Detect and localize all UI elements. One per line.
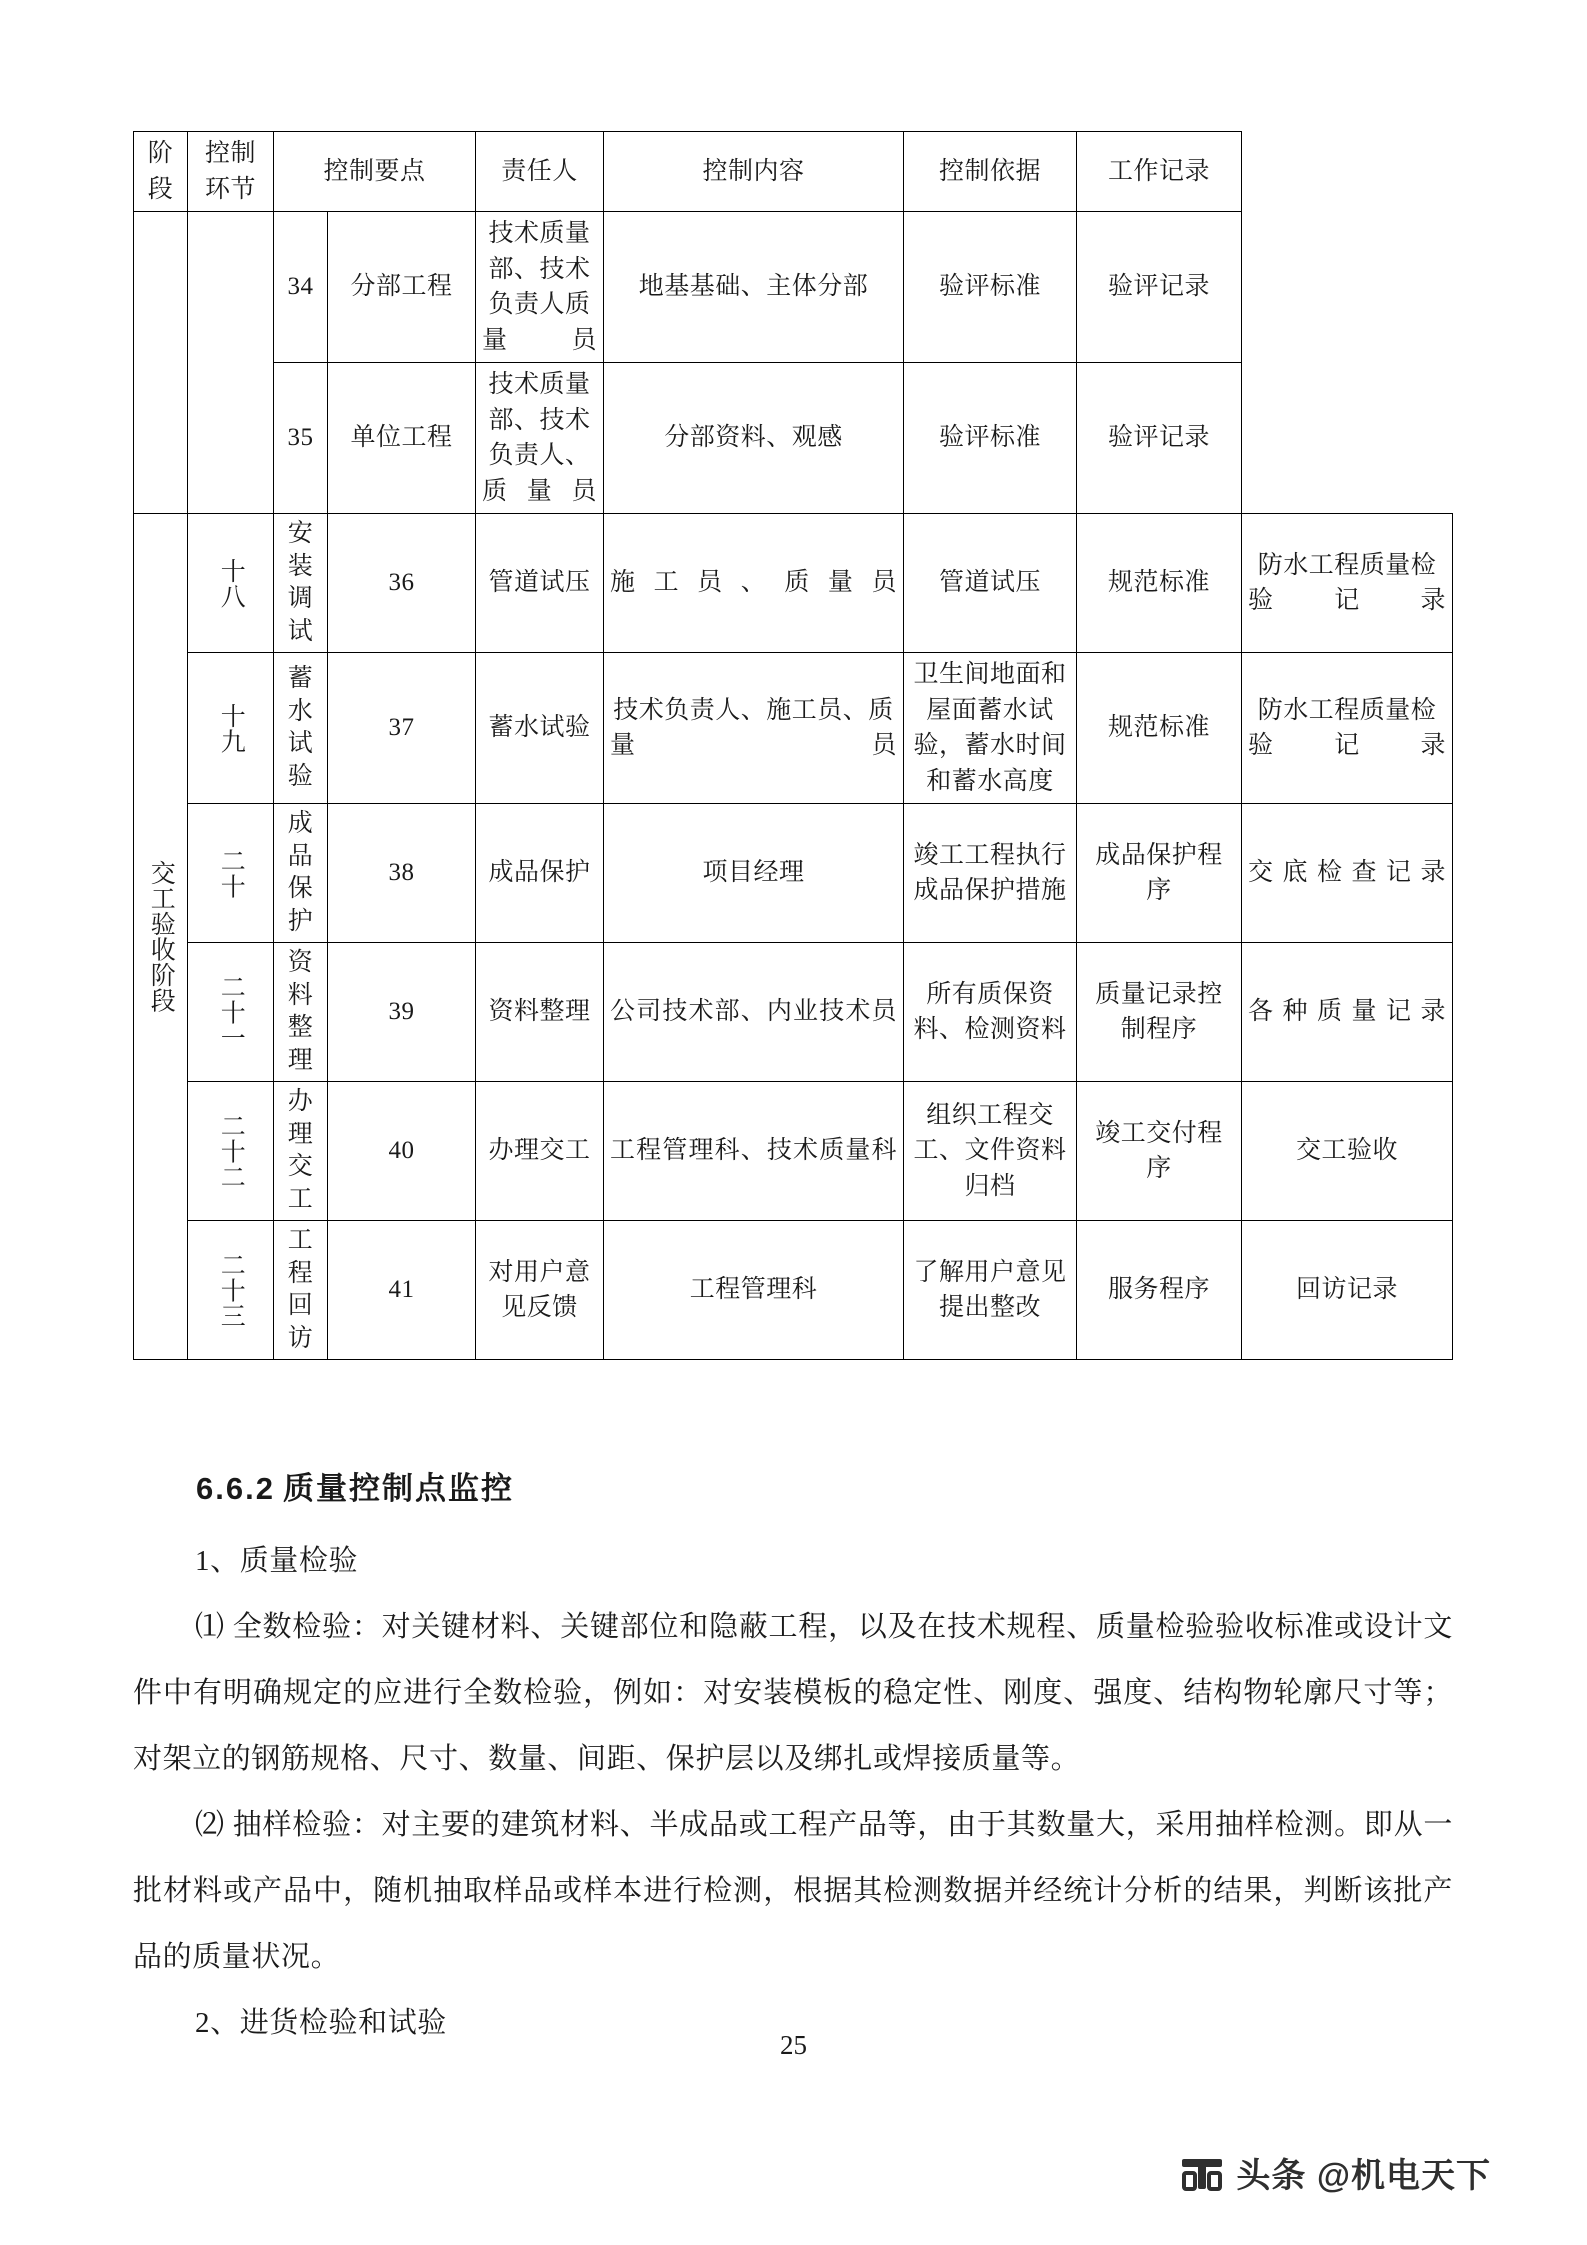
cell-person: 工程管理科、技术质量科	[604, 1082, 904, 1221]
section-number: 6.6.2	[196, 1471, 275, 1506]
table-header-row	[134, 132, 1453, 212]
paragraph-1: 1、质量检验	[195, 1545, 359, 1577]
cell-link-name: 蓄水试验	[274, 653, 328, 804]
toutiao-logo-icon	[1180, 2151, 1224, 2195]
cell-person: 工程管理科	[604, 1221, 904, 1360]
table-row	[134, 943, 1453, 1082]
cell-content: 分部资料、观感	[604, 363, 904, 514]
brand-watermark	[1180, 2148, 1491, 2197]
cell-basis: 规范标准	[1077, 514, 1242, 653]
cell-link-name: 办理交工	[274, 1082, 328, 1221]
cell-record: 交底检查记录	[1242, 804, 1453, 943]
cell-content: 地基基础、主体分部	[604, 212, 904, 363]
header-basis: 控制依据	[904, 132, 1077, 212]
cell-no: 38	[328, 804, 476, 943]
table-row	[134, 804, 1453, 943]
cell-content: 卫生间地面和屋面蓄水试验，蓄水时间和蓄水高度	[904, 653, 1077, 804]
cell-record: 防水工程质量检验记录	[1242, 653, 1453, 804]
cell-basis: 成品保护程序	[1077, 804, 1242, 943]
cell-record: 验评记录	[1077, 363, 1242, 514]
cell-record: 各种质量记录	[1242, 943, 1453, 1082]
header-person: 责任人	[476, 132, 604, 212]
cell-person: 施工员、质量员	[604, 514, 904, 653]
cell-content: 竣工工程执行成品保护措施	[904, 804, 1077, 943]
quality-control-table	[133, 131, 1453, 1360]
cell-basis: 验评标准	[904, 212, 1077, 363]
cell-link-name: 工程回访	[274, 1221, 328, 1360]
header-record: 工作记录	[1077, 132, 1242, 212]
table-row	[134, 1082, 1453, 1221]
paragraph-3: ⑵ 抽样检验：对主要的建筑材料、半成品或工程产品等，由于其数量大，采用抽样检测。即从一批材料或产品中，随机抽取样品或样本进行检测，根据其检测数据并经统计分析的结果，判断该批产品的质量状况。	[133, 1809, 1453, 1973]
body-text	[133, 1528, 1453, 2056]
cell-record: 验评记录	[1077, 212, 1242, 363]
cell-link-name: 安装调试	[274, 514, 328, 653]
table-row	[134, 212, 1453, 363]
cell-basis: 服务程序	[1077, 1221, 1242, 1360]
cell-point: 蓄水试验	[476, 653, 604, 804]
cell-no: 41	[328, 1221, 476, 1360]
cell-link-index: 十九	[188, 653, 274, 804]
cell-point: 单位工程	[328, 363, 476, 514]
cell-basis: 竣工交付程序	[1077, 1082, 1242, 1221]
table-row	[134, 1221, 1453, 1360]
cell-content: 管道试压	[904, 514, 1077, 653]
cell-content: 组织工程交工、文件资料归档	[904, 1082, 1077, 1221]
cell-point: 办理交工	[476, 1082, 604, 1221]
cell-no: 34	[274, 212, 328, 363]
cell-record: 回访记录	[1242, 1221, 1453, 1360]
cell-record: 交工验收	[1242, 1082, 1453, 1221]
cell-person: 技术质量部、技术负责人、质量员	[476, 363, 604, 514]
table-row	[134, 653, 1453, 804]
header-stage: 阶段	[134, 132, 188, 212]
page-number: 25	[780, 2030, 807, 2060]
header-content: 控制内容	[604, 132, 904, 212]
cell-point: 资料整理	[476, 943, 604, 1082]
quality-control-table-wrapper	[133, 131, 1453, 1360]
cell-link-index: 二十二	[188, 1082, 274, 1221]
cell-point: 成品保护	[476, 804, 604, 943]
cell-person: 技术负责人、施工员、质量员	[604, 653, 904, 804]
cell-no: 39	[328, 943, 476, 1082]
cell-basis: 质量记录控制程序	[1077, 943, 1242, 1082]
header-point: 控制要点	[274, 132, 476, 212]
cell-person: 项目经理	[604, 804, 904, 943]
table-row	[134, 363, 1453, 514]
cell-content: 所有质保资料、检测资料	[904, 943, 1077, 1082]
cell-link-name: 成品保护	[274, 804, 328, 943]
cell-content: 了解用户意见提出整改	[904, 1221, 1077, 1360]
cell-person: 技术质量部、技术负责人质量员	[476, 212, 604, 363]
paragraph-2: ⑴ 全数检验：对关键材料、关键部位和隐蔽工程，以及在技术规程、质量检验验收标准或设计文件中有明确规定的应进行全数检验，例如：对安装模板的稳定性、刚度、强度、结构物轮廓尺寸等；对架立的钢筋规格、尺寸、数量、间距、保护层以及绑扎或焊接质量等。	[133, 1611, 1453, 1775]
section-title: 质量控制点监控	[282, 1471, 514, 1506]
cell-no: 35	[274, 363, 328, 514]
paragraph-4: 2、进货检验和试验	[195, 2007, 447, 2039]
cell-basis: 规范标准	[1077, 653, 1242, 804]
cell-basis: 验评标准	[904, 363, 1077, 514]
header-link: 控制环节	[188, 132, 274, 212]
cell-no: 36	[328, 514, 476, 653]
cell-link-index: 二十三	[188, 1221, 274, 1360]
cell-point: 管道试压	[476, 514, 604, 653]
cell-link-name: 资料整理	[274, 943, 328, 1082]
cell-point: 分部工程	[328, 212, 476, 363]
cell-point: 对用户意见反馈	[476, 1221, 604, 1360]
cell-stage-empty	[134, 212, 188, 514]
cell-no: 37	[328, 653, 476, 804]
table-row	[134, 514, 1453, 653]
cell-record: 防水工程质量检验记录	[1242, 514, 1453, 653]
section-heading	[196, 1463, 514, 1508]
brand-label: 头条 @机电天下	[1236, 2157, 1491, 2195]
cell-link-empty	[188, 212, 274, 514]
cell-no: 40	[328, 1082, 476, 1221]
cell-stage-group: 交工验收阶段	[134, 514, 188, 1360]
cell-link-index: 十八	[188, 514, 274, 653]
cell-link-index: 二十	[188, 804, 274, 943]
cell-link-index: 二十一	[188, 943, 274, 1082]
cell-person: 公司技术部、内业技术员	[604, 943, 904, 1082]
